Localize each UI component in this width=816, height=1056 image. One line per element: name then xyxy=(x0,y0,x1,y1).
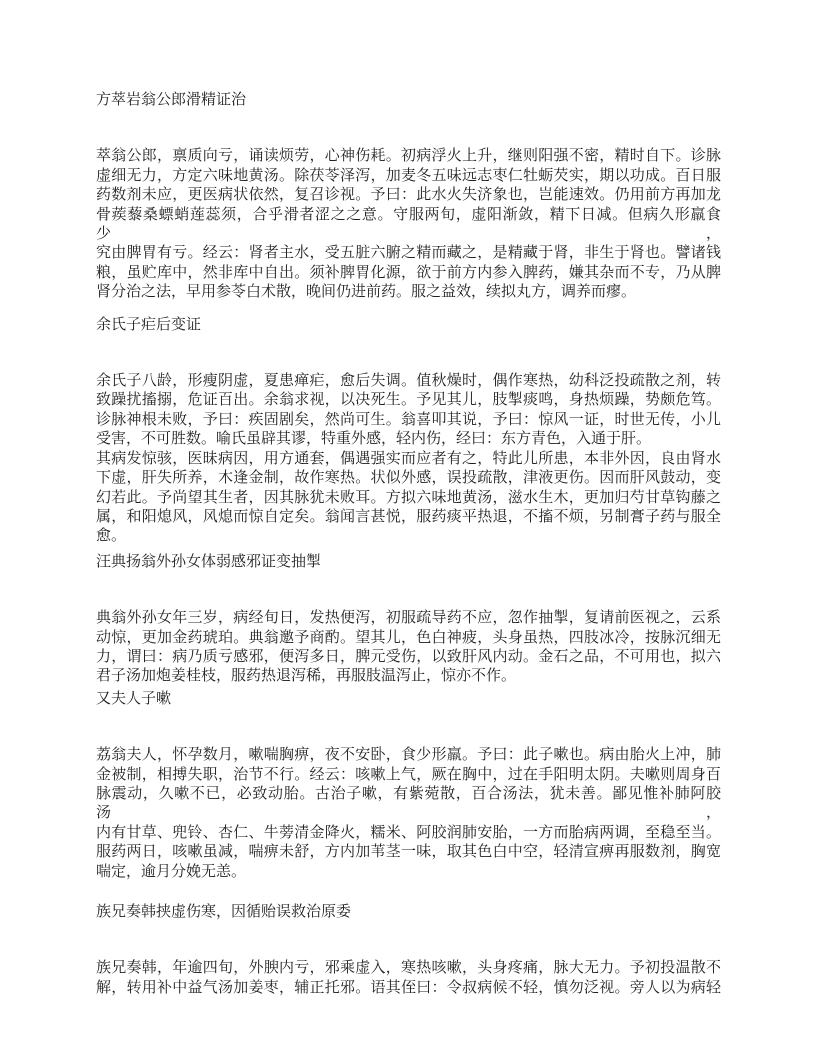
text-line: 愈。 xyxy=(96,528,127,545)
text-line: 属，和阳熄风，风熄而惊自定矣。翁闻言甚悦，服药痰平热退，不搐不烦，另制膏子药与服全 xyxy=(96,508,721,525)
text-line: 肾分治之法，早用参苓白术散，晚间仍进前药。服之益效，续拟丸方，调养而瘳。 xyxy=(96,284,637,301)
text-line: 君子汤加炮姜桂枝，服药热退泻稀，再服肢温泻止，惊亦不作。 xyxy=(96,668,517,685)
section-heading: 族兄奏韩挟虚伤寒，因循贻误救治原委 xyxy=(96,904,352,920)
text-line: 动惊，更加金药琥珀。典翁邀予商酌。望其儿，色白神疲，头身虽热，四肢冰冷，按脉沉细无 xyxy=(96,629,721,646)
paragraph xyxy=(96,147,721,302)
section-heading: 余氏子疟后变证 xyxy=(96,316,202,333)
text-line: 金被制，相搏失职，治节不行。经云：咳嗽上气，厥在胸中，过在手阳明太阴。夫嗽则周身百 xyxy=(96,766,721,783)
text-line: 诊脉神根未败，予曰：疾固剧矣，然尚可生。翁喜叩其说，予曰：惊风一证，时世无传，小儿 xyxy=(96,411,721,428)
text-line: 内有甘草、兜铃、杏仁、牛蒡清金降火，糯米、阿胶润肺安胎，一方而胎病两调，至稳至当。 xyxy=(96,824,721,841)
text-line: 药数剂未应，更医病状依然，复召诊视。予曰：此水火失济象也，岂能速效。仍用前方再加龙 xyxy=(96,187,721,204)
text-line: 典翁外孙女年三岁，病经旬日，发热便泻，初服疏导药不应，忽作抽掣，复请前医视之，云系 xyxy=(96,610,721,627)
paragraph xyxy=(96,609,721,687)
section-heading: 汪典扬翁外孙女体弱感邪证变抽掣 xyxy=(96,553,322,570)
text-line: 喘定，逾月分娩无恙。 xyxy=(96,863,247,880)
text-line: 荔翁夫人，怀孕数月，嗽喘胸痹，夜不安卧，食少形羸。予曰：此子嗽也。病由胎火上冲，肺 xyxy=(96,747,721,764)
paragraph xyxy=(96,959,721,998)
paragraph xyxy=(96,372,721,547)
text-line: 萃翁公郎，禀质向亏，诵读烦劳，心神伤耗。初病浮火上升，继则阳强不密，精时自下。诊脉 xyxy=(96,148,721,165)
text-line: 虚细无力，方定六味地黄汤。除茯苓泽泻，加麦冬五味远志枣仁牡蛎芡实，期以功成。百日服 xyxy=(96,167,721,184)
text-line: 粮，虽贮库中，然非库中自出。须补脾胃化源，欲于前方内参入脾药，嫌其杂而不专，乃从脾 xyxy=(96,264,721,281)
text-line: 幻若此。予尚望其生者，因其脉犹未败耳。方拟六味地黄汤，滋水生木，更加归芍甘草钩藤之 xyxy=(96,489,721,506)
text-line: 服药两日，咳嗽虽减，喘痹未舒，方内加苇茎一味，取其色白中空，轻清宣痹再服数剂，胸宽 xyxy=(96,844,721,861)
section-heading: 又夫人子嗽 xyxy=(96,690,172,707)
text-line: 致躁扰搐搦，危证百出。余翁求视，以决死生。予见其儿，肢掣痰鸣，身热烦躁，势颇危笃。 xyxy=(96,392,721,409)
paragraph xyxy=(96,746,721,882)
text-line: 骨蒺藜桑螵蛸莲蕊须，合乎滑者涩之之意。守服两旬，虚阳渐敛，精下日减。但病久形羸食少， xyxy=(96,206,721,243)
text-line: 下虚，肝失所养，木逢金制，故作寒热。状似外感，误投疏散，津液更伤。因而肝风鼓动，变 xyxy=(96,470,721,487)
text-line: 其病发惊骇，医昧病因，用方通套，偶遇强实而应者有之，特此儿所患，本非外因，良由肾水 xyxy=(96,450,721,467)
text-line: 解，转用补中益气汤加姜枣，辅正托邪。语其侄曰：令叔病候不轻，慎勿泛视。旁人以为病轻 xyxy=(96,979,721,996)
text-line: 余氏子八龄，形瘦阴虚，夏患瘅疟，愈后失调。值秋燥时，偶作寒热，幼科泛投疏散之剂，转 xyxy=(96,373,721,390)
text-line: 力，谓曰：病乃质亏感邪，便泻多日，脾元受伤，以致肝风内动。金石之品，不可用也，拟六 xyxy=(96,648,721,665)
text-line: 族兄奏韩，年逾四旬，外腴内亏，邪乘虚入，寒热咳嗽，头身疼痛，脉大无力。予初投温散不 xyxy=(96,960,721,977)
text-line: 受害，不可胜数。喻氏虽辟其谬，特重外感，轻内伤，经曰：东方青色，入通于肝。 xyxy=(96,431,652,448)
text-line: 脉震动，久嗽不已，必致动胎。古治子嗽，有紫菀散，百合汤法，犹未善。鄙见惟补肺阿胶汤， xyxy=(96,785,721,822)
text-line: 究由脾胃有亏。经云：肾者主水，受五脏六腑之精而藏之，是精藏于肾，非生于肾也。譬诸钱 xyxy=(96,245,721,262)
section-heading: 方萃岩翁公郎滑精证治 xyxy=(96,92,247,108)
